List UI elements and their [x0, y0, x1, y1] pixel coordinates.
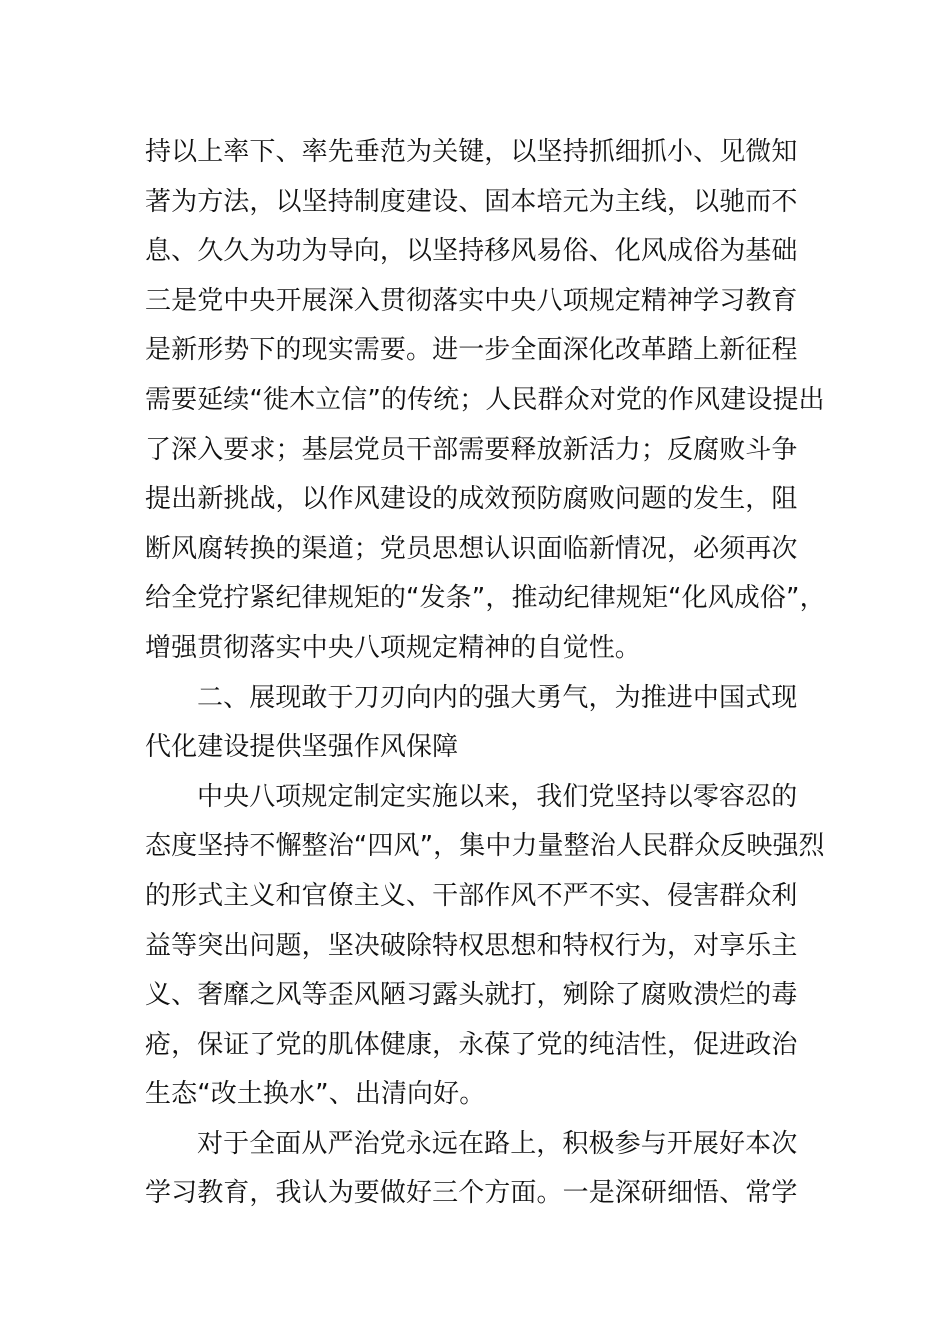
text-line: 生态“改土换水”、出清向好。: [145, 1079, 486, 1110]
text-line: 著为方法，以坚持制度建设、固本培元为主线，以驰而不: [145, 186, 798, 217]
text-line: 态度坚持不懈整治“四风”，集中力量整治人民群众反映强烈: [145, 831, 825, 862]
text-line: 益等突出问题，坚决破除特权思想和特权行为，对享乐主: [145, 930, 798, 961]
text-line: 增强贯彻落实中央八项规定精神的自觉性。: [145, 632, 641, 663]
text-line: 的形式主义和官僚主义、干部作风不严不实、侵害群众利: [145, 880, 798, 911]
section-heading-line: 代化建设提供坚强作风保障: [145, 732, 459, 763]
text-line: 断风腐转换的渠道；党员思想认识面临新情况，必须再次: [145, 533, 798, 564]
text-line: 是新形势下的现实需要。进一步全面深化改革踏上新征程: [145, 335, 798, 366]
text-line: 持以上率下、率先垂范为关键，以坚持抓细抓小、见微知: [145, 137, 798, 167]
text-line: 三是党中央开展深入贯彻落实中央八项规定精神学习教育: [145, 285, 798, 316]
text-line: 了深入要求；基层党员干部需要释放新活力；反腐败斗争: [145, 434, 798, 465]
text-line: 提出新挑战，以作风建设的成效预防腐败问题的发生，阻: [145, 484, 798, 515]
text-line: 义、奢靡之风等歪风陋习露头就打，剜除了腐败溃烂的毒: [145, 980, 798, 1011]
body-text: [145, 128, 826, 1219]
text-line: 疮，保证了党的肌体健康，永葆了党的纯洁性，促进政治: [145, 1029, 798, 1060]
text-line: 给全党拧紧纪律规矩的“发条”，推动纪律规矩“化风成俗”，: [145, 583, 826, 614]
text-line: 需要延续“徙木立信”的传统；人民群众对党的作风建设提出: [145, 384, 825, 415]
text-line: 息、久久为功为导向，以坚持移风易俗、化风成俗为基础: [145, 236, 798, 267]
text-line: 学习教育，我认为要做好三个方面。一是深研细悟、常学: [145, 1178, 798, 1209]
text-line: 对于全面从严治党永远在路上，积极参与开展好本次: [197, 1128, 798, 1159]
text-line: 中央八项规定制定实施以来，我们党坚持以零容忍的: [197, 781, 798, 812]
section-heading-line: 二、展现敢于刀刃向内的强大勇气，为推进中国式现: [197, 682, 798, 713]
